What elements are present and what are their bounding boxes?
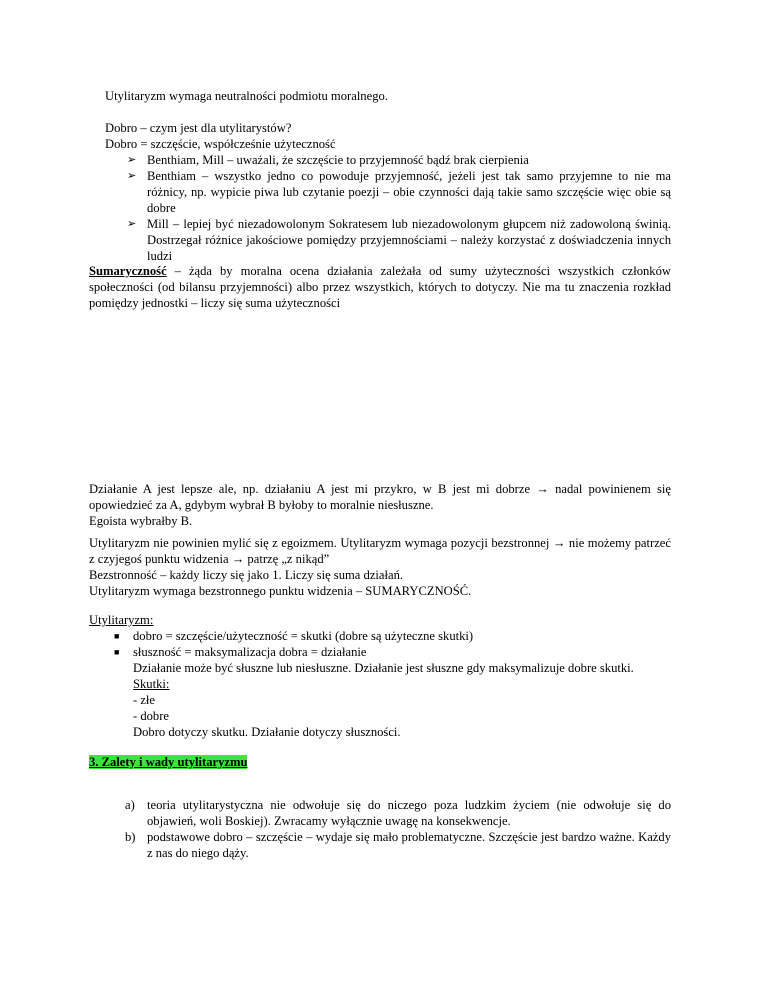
arrow-bullet-icon: ➢: [127, 154, 137, 166]
list-item: [89, 829, 671, 861]
list-item-text: Benthiam – wszystko jedno co powoduje przyjemność, jeżeli jest tak samo przyjemne to nie ma różnicy, np. wypicie piwa lub czytanie poezji – obie czynności dają takie samo szczęście więc obie są dobre: [147, 169, 671, 215]
right-arrow-icon: →: [231, 552, 245, 566]
list-item-text: Mill – lepiej być niezadowolonym Sokratesem lub niezadowolonym głupcem niż zadowoloną świnią. Dostrzegał różnice jakościowe pomiędzy przyjemnościami – należy korzystać z doświadczenia innych ludzi: [147, 217, 671, 263]
right-arrow-icon: →: [552, 536, 566, 550]
text-line: Dobro – czym jest dla utylitarystów?: [105, 121, 292, 135]
square-bullet-icon: ■: [114, 631, 120, 641]
list-item-text: słuszność = maksymalizacja dobra = działanie: [133, 645, 367, 659]
text-span: Utylitaryzm nie powinien mylić się z egoizmem. Utylitaryzm wymaga pozycji bezstronnej: [89, 536, 553, 550]
section-heading: [89, 754, 671, 770]
definition-text: – żąda by moralna ocena działania zależała od sumy użyteczności wszystkich członków społeczności (od bilansu przyjemności) albo przez wszystkich, których to dotyczy. Nie ma tu znaczenia rozkład pomiędzy jednostki – liczy się suma użyteczności: [89, 264, 671, 310]
list-item: [89, 628, 671, 644]
paragraph-good: [89, 120, 671, 264]
list-item-text: teoria utylitarystyczna nie odwołuje się do niczego poza ludzkim życiem (nie odwołuje się do objawień, woli Boskiej). Zwracamy wyłącznie uwagę na konsekwencje.: [147, 798, 671, 828]
term-summativity: Sumaryczność: [89, 264, 167, 278]
paragraph-action-example: [89, 481, 671, 529]
text-line: Utylitaryzm wymaga bezstronnego punktu widzenia – SUMARYCZNOŚĆ.: [89, 584, 472, 598]
list-item-text: Benthiam, Mill – uważali, że szczęście to przyjemność bądź brak cierpienia: [147, 153, 529, 167]
right-arrow-icon: →: [536, 482, 549, 496]
text-line: Dobro = szczęście, współcześnie użyteczność: [105, 137, 336, 151]
text-span: nie możemy patrzeć z czyjegoś punktu widzenia: [89, 536, 671, 566]
list-item-text: podstawowe dobro – szczęście – wydaje się mało problematyczne. Szczęście jest bardzo ważne. Każdy z nas do niego dąży.: [147, 830, 671, 860]
text-line: Egoista wybrałby B.: [89, 514, 193, 528]
list-item: [89, 216, 671, 264]
square-bullet-list: [89, 628, 671, 660]
arrow-bullet-icon: ➢: [127, 170, 137, 182]
paragraph-utilitarianism-summary: [89, 612, 671, 740]
text-span: Działanie A jest lepsze ale, np. działaniu A jest mi przykro, w B jest mi dobrze: [89, 482, 537, 496]
section-heading-text: 3. Zalety i wady utylitaryzmu: [89, 755, 248, 769]
list-marker: a): [125, 798, 135, 812]
arrow-bullet-list: [89, 152, 671, 264]
list-marker: b): [125, 830, 136, 844]
list-item: [89, 152, 671, 168]
square-bullet-icon: ■: [114, 647, 120, 657]
text-span: patrzę „z nikąd”: [244, 552, 330, 566]
text-line: Bezstronność – każdy liczy się jako 1. Liczy się suma działań.: [89, 568, 404, 582]
text-span: nadal powinienem się opowiedzieć za A, gdybym wybrał B byłoby to moralnie niesłuszne.: [89, 482, 671, 512]
arrow-bullet-icon: ➢: [127, 218, 137, 230]
skutki-item: - złe: [133, 693, 156, 707]
text-line: Utylitaryzm wymaga neutralności podmiotu moralnego.: [105, 89, 388, 103]
list-item: [89, 168, 671, 216]
skutki-item: - dobre: [133, 709, 170, 723]
pros-cons-list: [89, 797, 671, 861]
paragraph-neutrality: [89, 88, 671, 104]
subheading: Utylitaryzm:: [89, 613, 154, 627]
list-item: [89, 644, 671, 660]
paragraph-summativity: [89, 263, 671, 311]
paragraph-impartiality: [89, 535, 671, 599]
list-item: [89, 797, 671, 829]
skutki-label: Skutki:: [133, 677, 170, 691]
text-line: Dobro dotyczy skutku. Działanie dotyczy słuszności.: [133, 725, 401, 739]
text-line: Działanie może być słuszne lub niesłuszne. Działanie jest słuszne gdy maksymalizuje dobre skutki.: [133, 661, 634, 675]
list-item-text: dobro = szczęście/użyteczność = skutki (dobre są użyteczne skutki): [133, 629, 474, 643]
